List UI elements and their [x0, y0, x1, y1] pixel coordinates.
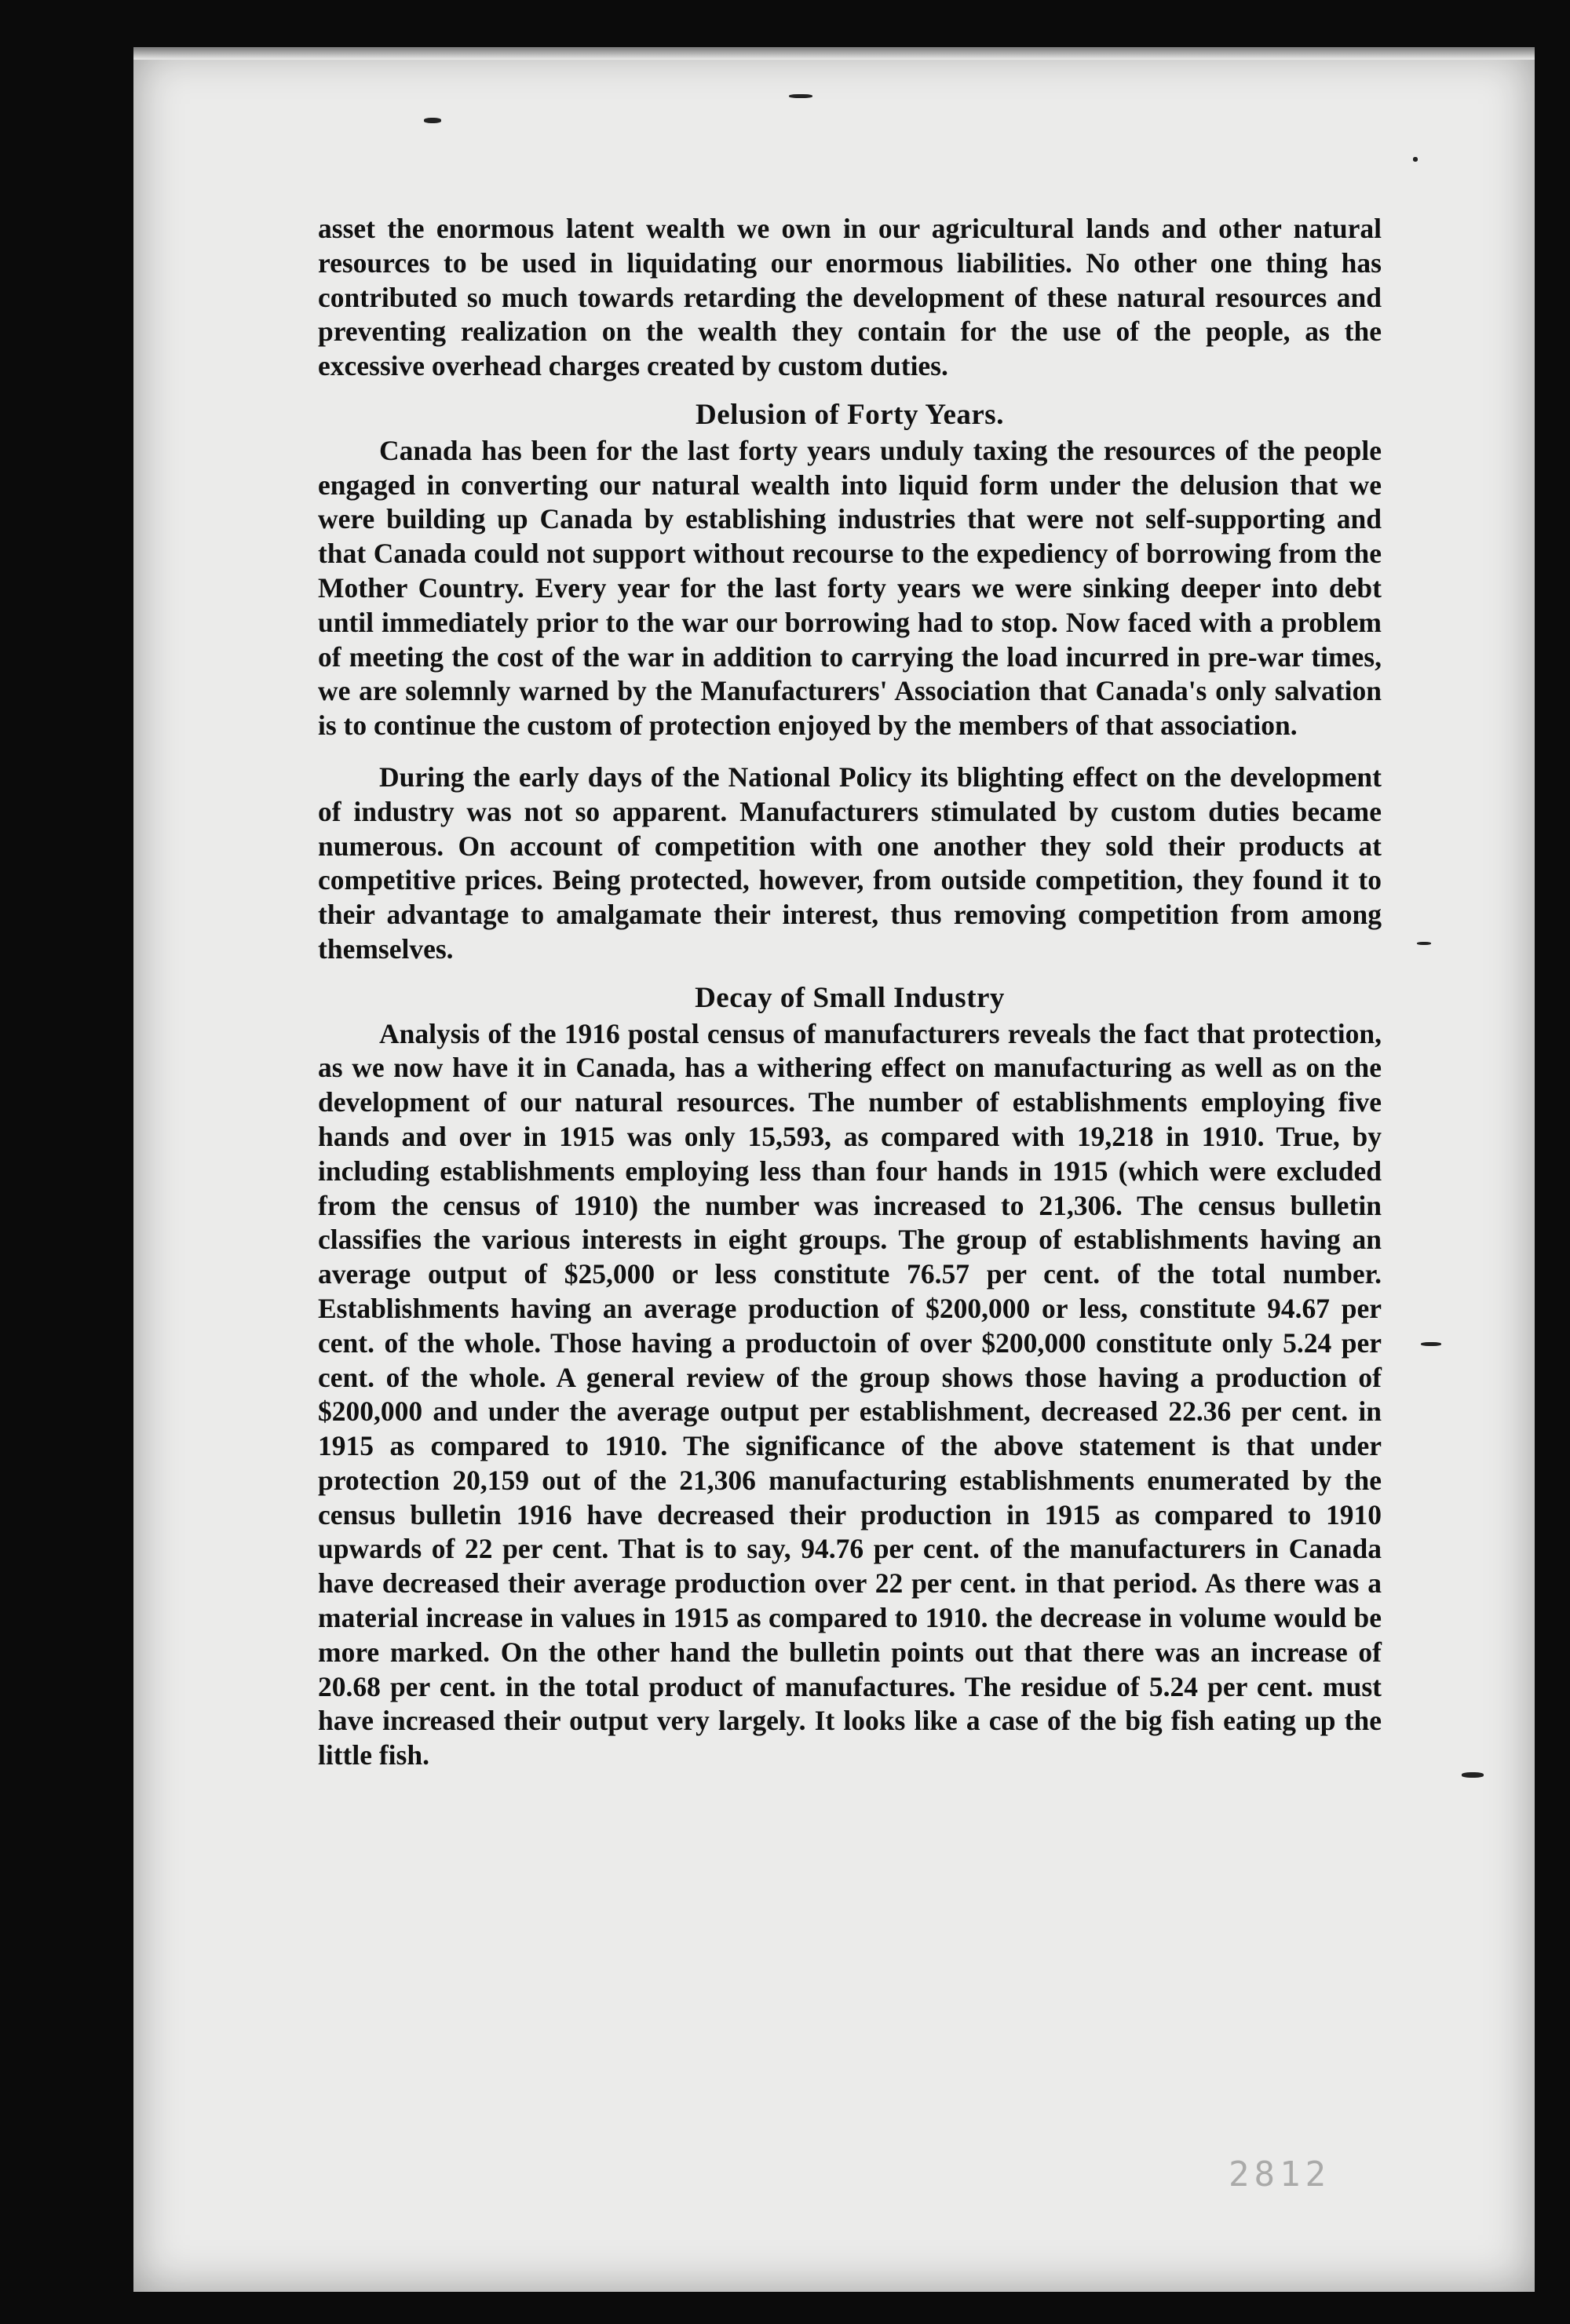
heading-delusion-of-forty-years: Delusion of Forty Years.	[696, 398, 1004, 431]
scan-speck	[1413, 157, 1418, 162]
document-body	[318, 212, 1382, 1773]
scan-speck	[789, 94, 812, 98]
paragraph-canada-taxing: Canada has been for the last forty years unduly taxing the resources of the people engaged in converting our natural wealth into liquid form under the delusion that we were building up Canada by establishing industries that were not self-supporting and that Canada could not support without recourse to the expediency of borrowing from the Mother Country. Every year for the last forty years we were sinking deeper into debt until immediately prior to the war our borrowing had to stop. Now faced with a problem of meeting the cost of the war in addition to carrying the load incurred in pre-war times, we are solemnly warned by the Manufacturers' Association that Canada's only salvation is to continue the custom of protection enjoyed by the members of that association.	[318, 434, 1382, 742]
paragraph-national-policy: During the early days of the National Policy its blighting effect on the development of industry was not so apparent. Manufacturers stimulated by custom duties became numerous. On account of competition with one another they sold their products at competitive prices. Being protected, however, from outside competition, they found it to their advantage to amalgamate their interest, thus removing competition from among themselves.	[318, 761, 1382, 965]
faded-stamp-number: 2812	[1229, 2154, 1331, 2194]
heading-decay-of-small-industry: Decay of Small Industry	[695, 981, 1005, 1014]
paragraph-asset: asset the enormous latent wealth we own in our agricultural lands and other natural resources to be used in liquidating our enormous liabilities. No other one thing has contributed so much towards retarding the development of these natural resources and preventing realization on the wealth they contain for the use of the people, as the excessive overhead charges created by custom duties.	[318, 213, 1382, 382]
page-top-edge	[133, 47, 1535, 60]
scan-speck	[424, 118, 441, 123]
scan-speck	[1421, 1342, 1441, 1346]
scan-speck	[1462, 1772, 1484, 1778]
paragraph-census-analysis: Analysis of the 1916 postal census of manufacturers reveals the fact that protection, as we now have it in Canada, has a withering effect on manufacturing as well as on the development of our natural resources. The number of establishments employing five hands and over in 1915 was only 15,593, as compared with 19,218 in 1910. True, by including establishments employing less than four hands in 1915 (which were excluded from the census of 1910) the number was increased to 21,306. The census bulletin classifies the various interests in eight groups. The group of establishments having an average output of $25,000 or less constitute 76.57 per cent. of the total number. Establishments having an average production of $200,000 or less, constitute 94.67 per cent. of the whole. Those having a productoin of over $200,000 constitute only 5.24 per cent. of the whole. A general review of the group shows those having a production of $200,000 and under the average output per establishment, decreased 22.36 per cent. in 1915 as compared to 1910. The significance of the above statement is that under protection 20,159 out of the 21,306 manufacturing establishments enumerated by the census bulletin 1916 have decreased their production in 1915 as compared to 1910 upwards of 22 per cent. That is to say, 94.76 per cent. of the manufacturers in Canada have decreased their average production over 22 per cent. in that period. As there was a material increase in values in 1915 as compared to 1910. the decrease in volume would be more marked. On the other hand the bulletin points out that there was an increase of 20.68 per cent. in the total product of manufactures. The residue of 5.24 per cent. must have increased their output very largely. It looks like a case of the big fish eating up the little fish.	[318, 1017, 1382, 1771]
scan-speck	[1417, 942, 1431, 945]
